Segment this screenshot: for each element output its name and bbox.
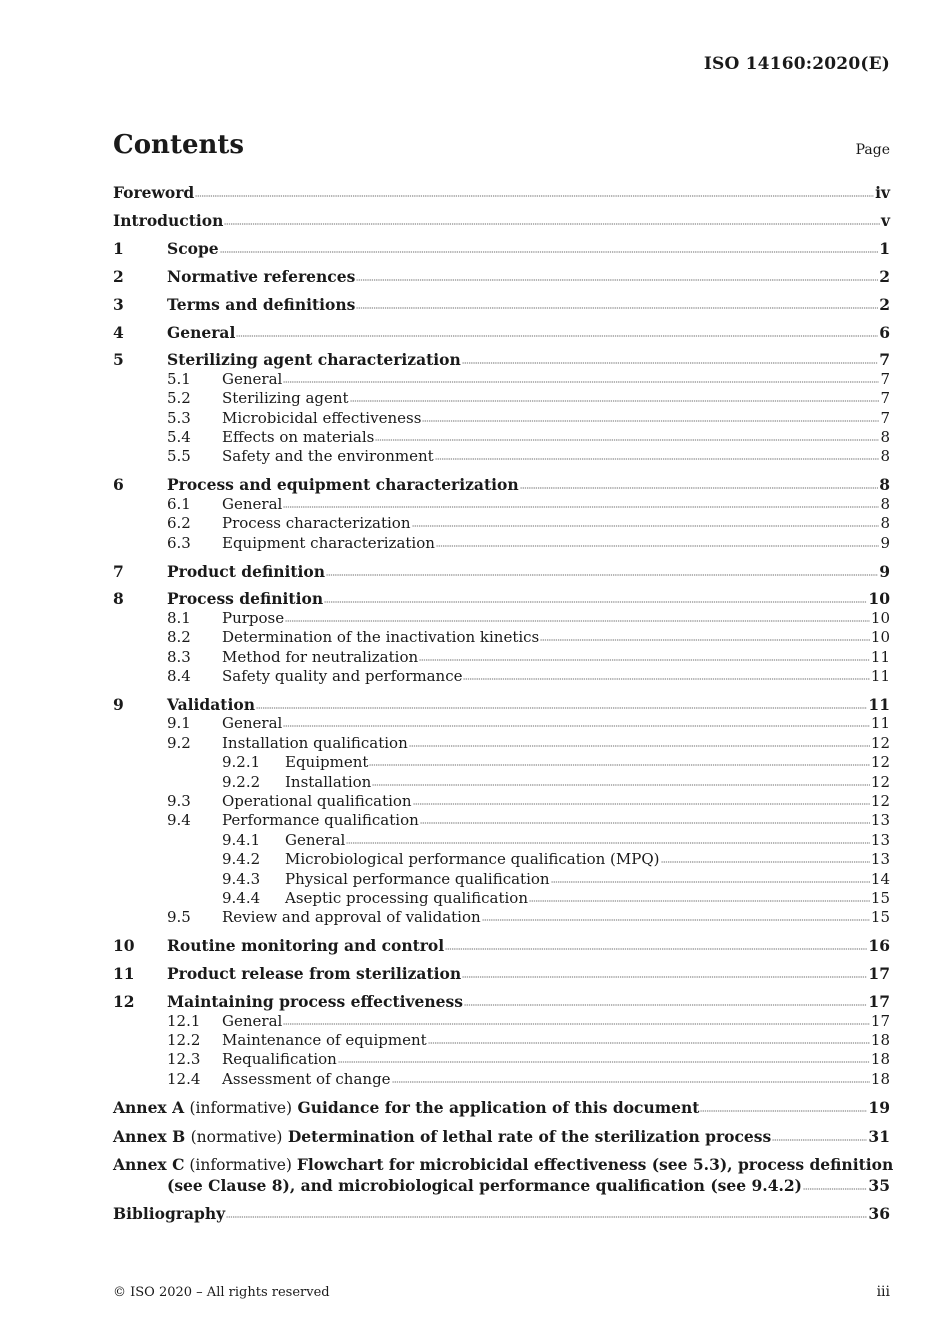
toc-page-number: 19 [868,1097,890,1117]
toc-page-number: 14 [870,869,890,888]
toc-entry-title: Sterilizing agent [222,389,349,408]
dot-leader [324,599,867,603]
toc-entry-number: 5.1 [167,369,191,388]
page-column-label: Page [855,142,890,158]
toc-entry[interactable] [113,850,890,869]
toc-page-number: 7 [880,389,890,408]
toc-entry[interactable] [113,992,890,1011]
toc-page-number: 16 [868,936,890,956]
dot-leader [482,917,870,921]
toc-entry[interactable] [113,792,890,811]
toc-entry[interactable] [113,211,890,230]
toc-entry-number: 8 [113,589,124,609]
dot-leader [283,1021,870,1025]
toc-entry-number: 9.1 [167,714,191,733]
toc-page-number: 18 [870,1030,890,1049]
toc-entry-number: 10 [113,936,135,956]
toc-entry-number: 12.4 [167,1069,201,1088]
dot-leader [445,946,867,950]
toc-entry[interactable] [113,1012,890,1031]
toc-entry-annex-b[interactable] [113,1127,890,1147]
toc-entry[interactable] [113,370,890,389]
toc-entry[interactable] [113,831,890,850]
dot-leader [520,485,879,489]
toc-entry[interactable] [113,889,890,908]
toc-entry-number: 9.4.1 [222,830,261,849]
toc-entry-title: Validation [167,694,255,714]
toc-entry[interactable] [113,475,890,494]
toc-entry[interactable] [113,628,890,647]
dot-leader [551,879,870,883]
dot-leader [413,801,870,805]
toc-entry-number: 4 [113,322,124,342]
toc-entry-number: 5.4 [167,428,191,447]
dot-leader [356,277,878,281]
toc-entry-number: 12.2 [167,1030,201,1049]
toc-entry-number: 9.4.4 [222,889,261,907]
toc-page-number: 8 [880,428,890,447]
toc-entry-bibliography[interactable] [113,1204,890,1223]
table-of-contents [113,183,894,1223]
toc-entry[interactable] [113,734,890,753]
toc-entry-title: Requalification [222,1050,337,1069]
toc-page-number: 11 [868,694,890,714]
toc-entry-title: General [285,830,346,849]
toc-page-number: 13 [870,850,890,869]
toc-entry-title: Equipment characterization [222,533,435,552]
toc-entry-title: Microbiological performance qualification (MPQ) [285,850,660,869]
dot-leader [803,1186,867,1190]
toc-entry-title: Method for neutralization [222,647,419,666]
toc-entry[interactable] [113,295,890,314]
toc-entry[interactable] [113,667,890,686]
annex-title: Determination of lethal rate of the sterilization process [287,1126,772,1146]
toc-page-number: 15 [870,908,890,927]
dot-leader [283,723,870,727]
toc-entry-title: Product definition [167,561,326,581]
toc-entry-title: Maintenance of equipment [222,1030,427,1049]
toc-entry-number: 11 [113,964,135,984]
toc-entry-number: 5 [113,350,124,370]
toc-entry-title: Safety quality and performance [222,667,463,686]
toc-page-number: 12 [870,772,890,791]
dot-leader [283,504,879,508]
dot-leader [462,360,878,364]
toc-entry[interactable] [113,267,890,286]
dot-leader [285,618,870,622]
annex-kind: (normative) [190,1127,283,1146]
dot-leader [338,1059,870,1063]
toc-page-number: 9 [880,533,890,552]
toc-page-number: 8 [880,447,890,466]
toc-page-number: 1 [879,238,890,258]
toc-page-number: 2 [879,294,890,314]
toc-entry-title: Maintaining process effectiveness [167,992,463,1012]
toc-entry-number: 1 [113,238,124,258]
toc-entry-title: Scope [167,238,219,258]
toc-page-number: 10 [870,628,890,647]
toc-entry[interactable] [113,589,890,608]
toc-entry-number: 6.1 [167,494,191,513]
toc-page-number: 36 [868,1203,890,1223]
toc-entry-number: 8.1 [167,608,191,627]
toc-entry[interactable] [113,908,890,927]
dot-leader [372,782,870,786]
dot-leader [428,1040,870,1044]
toc-page-number: 8 [880,494,890,513]
toc-entry-title: Aseptic processing qualification [285,889,528,907]
dot-leader [464,1002,867,1006]
toc-page-number: 11 [870,714,890,733]
dot-leader [463,676,869,680]
toc-page-number: 9 [879,561,890,581]
toc-entry[interactable] [113,870,890,889]
toc-entry[interactable] [113,695,890,714]
dot-leader [224,221,880,225]
toc-entry-title: Effects on materials [222,428,375,447]
dot-leader [420,820,870,824]
dot-leader [419,657,870,661]
dot-leader [661,859,870,863]
toc-entry-title: Equipment [285,753,369,772]
toc-page-number: 10 [868,589,890,609]
standard-code: ISO 14160:2020(E) [703,54,890,74]
toc-entry-title: Foreword [113,183,195,202]
toc-entry[interactable] [113,714,890,733]
toc-entry-title: Installation qualification [222,733,408,752]
toc-page-number: 15 [870,889,890,907]
toc-entry[interactable] [113,1031,890,1050]
toc-entry-number: 9.2 [167,733,191,752]
toc-page-number: 12 [870,791,890,810]
toc-entry-number: 7 [113,561,124,581]
toc-entry-title: Review and approval of validation [222,908,481,927]
toc-entry-title: Performance qualification [222,811,419,830]
toc-page-number: 7 [879,350,890,370]
dot-leader [540,637,870,641]
annex-label: Annex B [113,1126,186,1146]
toc-entry-number: 5.2 [167,389,191,408]
toc-entry-annex-c[interactable] [113,1155,894,1195]
toc-page-number: 11 [870,667,890,686]
annex-kind: (informative) [189,1156,292,1175]
dot-leader [236,333,878,337]
toc-page-number: 10 [870,608,890,627]
toc-page-number: 7 [880,408,890,427]
toc-entry-title: Process definition [167,589,324,609]
contents-title: Contents [113,130,245,160]
toc-page-number: v [880,210,890,230]
toc-entry-title: Process and equipment characterization [167,475,519,495]
toc-entry[interactable] [113,534,890,553]
toc-entry[interactable] [113,1070,890,1089]
toc-entry-number: 8.3 [167,647,191,666]
toc-entry[interactable] [113,964,890,983]
dot-leader [256,705,867,709]
toc-entry-number: 2 [113,266,124,286]
toc-entry-title: Determination of the inactivation kinetics [222,628,540,647]
toc-page-number: 12 [870,733,890,752]
toc-entry-title: Introduction [113,210,224,230]
toc-entry-number: 9.4.2 [222,850,261,869]
toc-page-number: 17 [868,992,890,1012]
toc-entry-title: Purpose [222,608,285,627]
page-number: iii [876,1284,890,1300]
toc-page-number: 2 [879,266,890,286]
dot-leader [529,898,870,902]
toc-entry[interactable] [113,648,890,667]
dot-leader [369,762,870,766]
toc-page-number: 12 [870,753,890,772]
toc-entry[interactable] [113,183,890,202]
toc-entry-title: Sterilizing agent characterization [167,350,461,370]
dot-leader [346,840,870,844]
toc-entry-title: Installation [285,772,372,791]
toc-entry[interactable] [113,753,890,772]
toc-entry[interactable] [113,447,890,466]
annex-title: Guidance for the application of this document [297,1097,700,1117]
toc-page-number: 7 [880,369,890,388]
toc-entry[interactable] [113,323,890,342]
toc-entry[interactable] [113,811,890,830]
dot-leader [326,572,878,576]
dot-leader [350,398,880,402]
toc-entry-number: 9 [113,694,124,714]
toc-entry[interactable] [113,409,890,428]
annex-title-line2: (see Clause 8), and microbiological performance qualification (see 9.4.2) [167,1175,803,1195]
toc-page-number: 17 [868,964,890,984]
toc-entry-title: Product release from sterilization [167,964,462,984]
toc-entry-title: General [222,369,283,388]
dot-leader [283,379,879,383]
toc-entry-title: Normative references [167,266,356,286]
toc-entry-title: General [222,1011,283,1030]
toc-entry[interactable] [113,773,890,792]
toc-entry-title: Terms and definitions [167,294,356,314]
dot-leader [700,1108,867,1112]
toc-entry[interactable] [113,562,890,581]
toc-entry[interactable] [113,514,890,533]
toc-entry-number: 6 [113,475,124,495]
dot-leader [412,523,880,527]
toc-page-number: 18 [870,1050,890,1069]
dot-leader [435,456,880,460]
dot-leader [392,1079,870,1083]
toc-entry-number: 3 [113,294,124,314]
toc-entry[interactable] [113,1050,890,1069]
toc-entry[interactable] [113,389,890,408]
toc-page-number: 35 [868,1175,890,1195]
annex-label: Annex C [113,1155,185,1175]
toc-entry-title: Operational qualification [222,791,412,810]
copyright-notice: © ISO 2020 – All rights reserved [113,1285,330,1300]
dot-leader [436,543,880,547]
toc-entry-title: Bibliography [113,1203,226,1223]
dot-leader [409,743,870,747]
toc-page-number: 6 [879,322,890,342]
toc-entry-number: 8.4 [167,667,191,686]
toc-entry-title: Process characterization [222,514,411,533]
toc-entry-number: 5.3 [167,408,191,427]
toc-page-number: 13 [870,811,890,830]
toc-entry-title: Safety and the environment [222,447,434,466]
toc-entry-title: General [222,714,283,733]
toc-page-number: 31 [868,1126,890,1146]
toc-entry-annex-a[interactable] [113,1098,890,1118]
toc-entry-title: Physical performance qualification [285,869,550,888]
toc-entry-number: 5.5 [167,447,191,466]
toc-entry-number: 9.4.3 [222,869,261,888]
dot-leader [772,1137,867,1141]
toc-entry-number: 9.4 [167,811,191,830]
toc-page-number: 8 [880,514,890,533]
toc-entry-number: 6.2 [167,514,191,533]
toc-entry-title: Microbicidal effectiveness [222,408,422,427]
toc-entries [113,183,890,1089]
dot-leader [356,305,878,309]
toc-entry[interactable] [113,495,890,514]
annex-title-line1: Flowchart for microbicidal effectiveness (see 5.3), process definition [296,1155,894,1175]
toc-entry-number: 9.2.2 [222,772,261,791]
toc-entry-title: Assessment of change [222,1069,391,1088]
toc-entry-number: 12.3 [167,1050,201,1069]
toc-entry-number: 8.2 [167,628,191,647]
toc-entry[interactable] [113,239,890,258]
toc-entry-title: Routine monitoring and control [167,936,445,956]
annex-label: Annex A [113,1097,185,1117]
toc-entry[interactable] [113,609,890,628]
dot-leader [195,193,874,197]
dot-leader [422,418,879,422]
toc-page-number: 18 [870,1069,890,1088]
toc-page-number: 11 [870,647,890,666]
toc-entry[interactable] [113,936,890,955]
dot-leader [375,437,879,441]
annex-kind: (informative) [189,1098,293,1117]
toc-page-number: iv [875,183,890,202]
toc-entry-title: General [167,322,236,342]
toc-entry-title: General [222,494,283,513]
toc-entry-number: 9.5 [167,908,191,927]
toc-page-number: 8 [879,475,890,495]
dot-leader [220,249,879,253]
toc-entry[interactable] [113,428,890,447]
dot-leader [462,974,867,978]
toc-entry-number: 12.1 [167,1011,201,1030]
toc-entry-number: 12 [113,992,135,1012]
toc-entry-number: 9.2.1 [222,753,261,772]
toc-page-number: 13 [870,830,890,849]
toc-entry[interactable] [113,350,890,369]
toc-entry-number: 6.3 [167,533,191,552]
toc-entry-number: 9.3 [167,791,191,810]
dot-leader [226,1214,867,1218]
toc-page-number: 17 [870,1011,890,1030]
